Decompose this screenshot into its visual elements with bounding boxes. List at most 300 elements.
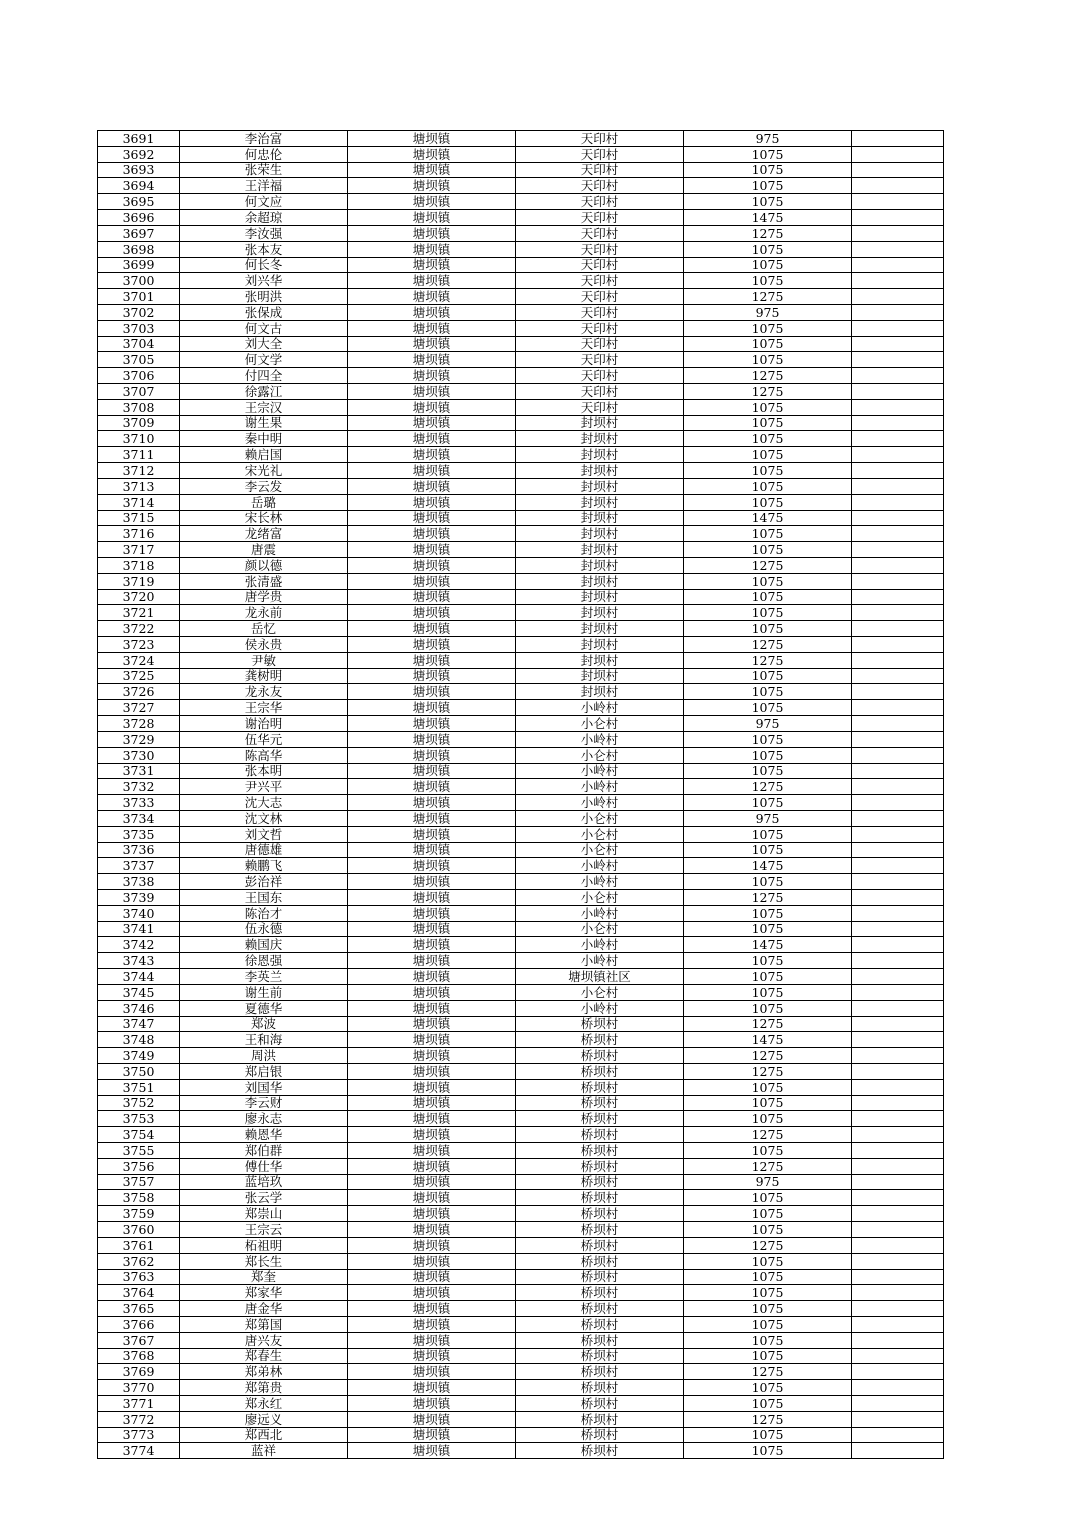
village-cell: 封坝村 bbox=[516, 668, 684, 684]
amount-cell: 1075 bbox=[684, 573, 852, 589]
table-row bbox=[98, 810, 944, 826]
town-cell: 塘坝镇 bbox=[348, 146, 516, 162]
village-cell: 桥坝村 bbox=[516, 1190, 684, 1206]
name-cell: 龙绪富 bbox=[180, 526, 348, 542]
village-cell: 封坝村 bbox=[516, 463, 684, 479]
amount-cell: 1275 bbox=[684, 289, 852, 305]
village-cell: 天印村 bbox=[516, 131, 684, 147]
remark-cell bbox=[852, 1253, 944, 1269]
remark-cell bbox=[852, 1396, 944, 1412]
name-cell: 何文古 bbox=[180, 320, 348, 336]
table-row bbox=[98, 1443, 944, 1459]
row-number-cell: 3768 bbox=[98, 1348, 180, 1364]
village-cell: 封坝村 bbox=[516, 589, 684, 605]
amount-cell: 975 bbox=[684, 716, 852, 732]
amount-cell: 1075 bbox=[684, 1253, 852, 1269]
table-row bbox=[98, 1048, 944, 1064]
name-cell: 何忠伦 bbox=[180, 146, 348, 162]
village-cell: 天印村 bbox=[516, 194, 684, 210]
name-cell: 陈高华 bbox=[180, 747, 348, 763]
remark-cell bbox=[852, 905, 944, 921]
village-cell: 桥坝村 bbox=[516, 1396, 684, 1412]
town-cell: 塘坝镇 bbox=[348, 573, 516, 589]
amount-cell: 1275 bbox=[684, 890, 852, 906]
amount-cell: 1075 bbox=[684, 1396, 852, 1412]
remark-cell bbox=[852, 510, 944, 526]
row-number-cell: 3743 bbox=[98, 953, 180, 969]
name-cell: 赖鹏飞 bbox=[180, 858, 348, 874]
village-cell: 天印村 bbox=[516, 304, 684, 320]
village-cell: 封坝村 bbox=[516, 415, 684, 431]
name-cell: 谢生前 bbox=[180, 984, 348, 1000]
town-cell: 塘坝镇 bbox=[348, 225, 516, 241]
name-cell: 王宗云 bbox=[180, 1222, 348, 1238]
row-number-cell: 3763 bbox=[98, 1269, 180, 1285]
village-cell: 小岭村 bbox=[516, 905, 684, 921]
amount-cell: 1075 bbox=[684, 1443, 852, 1459]
table-row bbox=[98, 1364, 944, 1380]
table-row bbox=[98, 399, 944, 415]
village-cell: 封坝村 bbox=[516, 431, 684, 447]
row-number-cell: 3750 bbox=[98, 1063, 180, 1079]
town-cell: 塘坝镇 bbox=[348, 716, 516, 732]
row-number-cell: 3693 bbox=[98, 162, 180, 178]
row-number-cell: 3753 bbox=[98, 1111, 180, 1127]
remark-cell bbox=[852, 399, 944, 415]
remark-cell bbox=[852, 241, 944, 257]
row-number-cell: 3722 bbox=[98, 621, 180, 637]
amount-cell: 1075 bbox=[684, 589, 852, 605]
row-number-cell: 3731 bbox=[98, 763, 180, 779]
row-number-cell: 3707 bbox=[98, 384, 180, 400]
table-row bbox=[98, 431, 944, 447]
remark-cell bbox=[852, 162, 944, 178]
name-cell: 张保成 bbox=[180, 304, 348, 320]
name-cell: 何文应 bbox=[180, 194, 348, 210]
remark-cell bbox=[852, 747, 944, 763]
remark-cell bbox=[852, 1222, 944, 1238]
remark-cell bbox=[852, 731, 944, 747]
name-cell: 唐德雄 bbox=[180, 842, 348, 858]
amount-cell: 1275 bbox=[684, 1016, 852, 1032]
row-number-cell: 3738 bbox=[98, 874, 180, 890]
amount-cell: 1075 bbox=[684, 1316, 852, 1332]
amount-cell: 1275 bbox=[684, 1158, 852, 1174]
table-row bbox=[98, 368, 944, 384]
table-row bbox=[98, 510, 944, 526]
name-cell: 张荣生 bbox=[180, 162, 348, 178]
town-cell: 塘坝镇 bbox=[348, 1190, 516, 1206]
village-cell: 小岭村 bbox=[516, 953, 684, 969]
village-cell: 桥坝村 bbox=[516, 1364, 684, 1380]
remark-cell bbox=[852, 320, 944, 336]
name-cell: 廖永志 bbox=[180, 1111, 348, 1127]
name-cell: 唐震 bbox=[180, 542, 348, 558]
town-cell: 塘坝镇 bbox=[348, 1016, 516, 1032]
amount-cell: 1275 bbox=[684, 779, 852, 795]
village-cell: 天印村 bbox=[516, 210, 684, 226]
row-number-cell: 3741 bbox=[98, 921, 180, 937]
table-row bbox=[98, 241, 944, 257]
village-cell: 小岭村 bbox=[516, 700, 684, 716]
name-cell: 蓝培玖 bbox=[180, 1174, 348, 1190]
amount-cell: 1075 bbox=[684, 431, 852, 447]
remark-cell bbox=[852, 795, 944, 811]
amount-cell: 1075 bbox=[684, 1301, 852, 1317]
table-row bbox=[98, 415, 944, 431]
amount-cell: 975 bbox=[684, 131, 852, 147]
remark-cell bbox=[852, 1332, 944, 1348]
town-cell: 塘坝镇 bbox=[348, 668, 516, 684]
name-cell: 宋光礼 bbox=[180, 463, 348, 479]
name-cell: 陈治才 bbox=[180, 905, 348, 921]
row-number-cell: 3764 bbox=[98, 1285, 180, 1301]
table-row bbox=[98, 257, 944, 273]
amount-cell: 1075 bbox=[684, 826, 852, 842]
amount-cell: 1075 bbox=[684, 1269, 852, 1285]
name-cell: 尹兴平 bbox=[180, 779, 348, 795]
remark-cell bbox=[852, 890, 944, 906]
row-number-cell: 3708 bbox=[98, 399, 180, 415]
remark-cell bbox=[852, 763, 944, 779]
town-cell: 塘坝镇 bbox=[348, 1380, 516, 1396]
town-cell: 塘坝镇 bbox=[348, 684, 516, 700]
remark-cell bbox=[852, 1301, 944, 1317]
table-row bbox=[98, 463, 944, 479]
table-row bbox=[98, 684, 944, 700]
town-cell: 塘坝镇 bbox=[348, 969, 516, 985]
name-cell: 廖远义 bbox=[180, 1411, 348, 1427]
table-row bbox=[98, 921, 944, 937]
town-cell: 塘坝镇 bbox=[348, 1396, 516, 1412]
remark-cell bbox=[852, 415, 944, 431]
table-row bbox=[98, 384, 944, 400]
row-number-cell: 3713 bbox=[98, 478, 180, 494]
remark-cell bbox=[852, 336, 944, 352]
row-number-cell: 3746 bbox=[98, 1000, 180, 1016]
table-row bbox=[98, 937, 944, 953]
name-cell: 周洪 bbox=[180, 1048, 348, 1064]
amount-cell: 1075 bbox=[684, 241, 852, 257]
village-cell: 天印村 bbox=[516, 289, 684, 305]
village-cell: 桥坝村 bbox=[516, 1348, 684, 1364]
town-cell: 塘坝镇 bbox=[348, 795, 516, 811]
remark-cell bbox=[852, 937, 944, 953]
remark-cell bbox=[852, 1032, 944, 1048]
table-row bbox=[98, 1143, 944, 1159]
row-number-cell: 3705 bbox=[98, 352, 180, 368]
remark-cell bbox=[852, 1206, 944, 1222]
remark-cell bbox=[852, 1316, 944, 1332]
name-cell: 余超琼 bbox=[180, 210, 348, 226]
name-cell: 张本友 bbox=[180, 241, 348, 257]
name-cell: 郑家华 bbox=[180, 1285, 348, 1301]
amount-cell: 1075 bbox=[684, 1111, 852, 1127]
table-row bbox=[98, 858, 944, 874]
row-number-cell: 3739 bbox=[98, 890, 180, 906]
amount-cell: 975 bbox=[684, 304, 852, 320]
name-cell: 张云学 bbox=[180, 1190, 348, 1206]
village-cell: 桥坝村 bbox=[516, 1032, 684, 1048]
row-number-cell: 3711 bbox=[98, 447, 180, 463]
town-cell: 塘坝镇 bbox=[348, 1095, 516, 1111]
data-table bbox=[97, 130, 944, 1459]
remark-cell bbox=[852, 684, 944, 700]
town-cell: 塘坝镇 bbox=[348, 368, 516, 384]
row-number-cell: 3758 bbox=[98, 1190, 180, 1206]
table-row bbox=[98, 162, 944, 178]
row-number-cell: 3699 bbox=[98, 257, 180, 273]
town-cell: 塘坝镇 bbox=[348, 1079, 516, 1095]
table-row bbox=[98, 1095, 944, 1111]
name-cell: 唐金华 bbox=[180, 1301, 348, 1317]
remark-cell bbox=[852, 384, 944, 400]
name-cell: 郑崇山 bbox=[180, 1206, 348, 1222]
row-number-cell: 3747 bbox=[98, 1016, 180, 1032]
remark-cell bbox=[852, 273, 944, 289]
remark-cell bbox=[852, 1095, 944, 1111]
row-number-cell: 3734 bbox=[98, 810, 180, 826]
name-cell: 颜以德 bbox=[180, 557, 348, 573]
village-cell: 桥坝村 bbox=[516, 1079, 684, 1095]
name-cell: 郑春生 bbox=[180, 1348, 348, 1364]
row-number-cell: 3715 bbox=[98, 510, 180, 526]
town-cell: 塘坝镇 bbox=[348, 810, 516, 826]
row-number-cell: 3735 bbox=[98, 826, 180, 842]
village-cell: 桥坝村 bbox=[516, 1285, 684, 1301]
town-cell: 塘坝镇 bbox=[348, 1048, 516, 1064]
village-cell: 天印村 bbox=[516, 225, 684, 241]
amount-cell: 1075 bbox=[684, 905, 852, 921]
amount-cell: 975 bbox=[684, 810, 852, 826]
table-row bbox=[98, 779, 944, 795]
row-number-cell: 3729 bbox=[98, 731, 180, 747]
town-cell: 塘坝镇 bbox=[348, 273, 516, 289]
remark-cell bbox=[852, 542, 944, 558]
village-cell: 桥坝村 bbox=[516, 1316, 684, 1332]
name-cell: 彭治祥 bbox=[180, 874, 348, 890]
name-cell: 赖国庆 bbox=[180, 937, 348, 953]
table-row bbox=[98, 716, 944, 732]
town-cell: 塘坝镇 bbox=[348, 542, 516, 558]
table-row bbox=[98, 1158, 944, 1174]
town-cell: 塘坝镇 bbox=[348, 289, 516, 305]
town-cell: 塘坝镇 bbox=[348, 1427, 516, 1443]
town-cell: 塘坝镇 bbox=[348, 131, 516, 147]
amount-cell: 1075 bbox=[684, 1285, 852, 1301]
table-row bbox=[98, 542, 944, 558]
amount-cell: 1075 bbox=[684, 795, 852, 811]
table-row bbox=[98, 1206, 944, 1222]
table-row bbox=[98, 320, 944, 336]
village-cell: 桥坝村 bbox=[516, 1063, 684, 1079]
table-row bbox=[98, 273, 944, 289]
village-cell: 封坝村 bbox=[516, 684, 684, 700]
remark-cell bbox=[852, 1364, 944, 1380]
village-cell: 天印村 bbox=[516, 384, 684, 400]
name-cell: 李治富 bbox=[180, 131, 348, 147]
town-cell: 塘坝镇 bbox=[348, 1000, 516, 1016]
village-cell: 封坝村 bbox=[516, 637, 684, 653]
name-cell: 付四全 bbox=[180, 368, 348, 384]
amount-cell: 1075 bbox=[684, 1190, 852, 1206]
town-cell: 塘坝镇 bbox=[348, 526, 516, 542]
amount-cell: 1075 bbox=[684, 1348, 852, 1364]
remark-cell bbox=[852, 146, 944, 162]
amount-cell: 1075 bbox=[684, 494, 852, 510]
town-cell: 塘坝镇 bbox=[348, 320, 516, 336]
town-cell: 塘坝镇 bbox=[348, 874, 516, 890]
row-number-cell: 3703 bbox=[98, 320, 180, 336]
village-cell: 封坝村 bbox=[516, 510, 684, 526]
table-row bbox=[98, 795, 944, 811]
name-cell: 岳璐 bbox=[180, 494, 348, 510]
amount-cell: 1075 bbox=[684, 478, 852, 494]
name-cell: 傅仕华 bbox=[180, 1158, 348, 1174]
amount-cell: 1075 bbox=[684, 1332, 852, 1348]
row-number-cell: 3692 bbox=[98, 146, 180, 162]
amount-cell: 1075 bbox=[684, 668, 852, 684]
village-cell: 封坝村 bbox=[516, 621, 684, 637]
town-cell: 塘坝镇 bbox=[348, 1143, 516, 1159]
village-cell: 封坝村 bbox=[516, 605, 684, 621]
town-cell: 塘坝镇 bbox=[348, 1111, 516, 1127]
town-cell: 塘坝镇 bbox=[348, 637, 516, 653]
table-row bbox=[98, 1174, 944, 1190]
remark-cell bbox=[852, 368, 944, 384]
name-cell: 唐兴友 bbox=[180, 1332, 348, 1348]
town-cell: 塘坝镇 bbox=[348, 178, 516, 194]
row-number-cell: 3716 bbox=[98, 526, 180, 542]
amount-cell: 1075 bbox=[684, 1143, 852, 1159]
table-row bbox=[98, 131, 944, 147]
village-cell: 天印村 bbox=[516, 352, 684, 368]
name-cell: 谢生果 bbox=[180, 415, 348, 431]
town-cell: 塘坝镇 bbox=[348, 937, 516, 953]
table-row bbox=[98, 1111, 944, 1127]
town-cell: 塘坝镇 bbox=[348, 510, 516, 526]
name-cell: 王国东 bbox=[180, 890, 348, 906]
amount-cell: 1275 bbox=[684, 652, 852, 668]
village-cell: 小岭村 bbox=[516, 858, 684, 874]
name-cell: 龙永前 bbox=[180, 605, 348, 621]
village-cell: 小岭村 bbox=[516, 795, 684, 811]
remark-cell bbox=[852, 858, 944, 874]
village-cell: 桥坝村 bbox=[516, 1301, 684, 1317]
amount-cell: 1075 bbox=[684, 336, 852, 352]
row-number-cell: 3772 bbox=[98, 1411, 180, 1427]
town-cell: 塘坝镇 bbox=[348, 1237, 516, 1253]
town-cell: 塘坝镇 bbox=[348, 589, 516, 605]
village-cell: 封坝村 bbox=[516, 447, 684, 463]
row-number-cell: 3691 bbox=[98, 131, 180, 147]
amount-cell: 1075 bbox=[684, 874, 852, 890]
row-number-cell: 3721 bbox=[98, 605, 180, 621]
name-cell: 谢治明 bbox=[180, 716, 348, 732]
row-number-cell: 3749 bbox=[98, 1048, 180, 1064]
remark-cell bbox=[852, 1237, 944, 1253]
town-cell: 塘坝镇 bbox=[348, 415, 516, 431]
remark-cell bbox=[852, 131, 944, 147]
table-row bbox=[98, 905, 944, 921]
row-number-cell: 3701 bbox=[98, 289, 180, 305]
village-cell: 桥坝村 bbox=[516, 1127, 684, 1143]
town-cell: 塘坝镇 bbox=[348, 494, 516, 510]
village-cell: 桥坝村 bbox=[516, 1206, 684, 1222]
table-row bbox=[98, 1301, 944, 1317]
amount-cell: 1075 bbox=[684, 1206, 852, 1222]
remark-cell bbox=[852, 478, 944, 494]
village-cell: 天印村 bbox=[516, 241, 684, 257]
amount-cell: 1475 bbox=[684, 510, 852, 526]
remark-cell bbox=[852, 257, 944, 273]
name-cell: 刘大全 bbox=[180, 336, 348, 352]
row-number-cell: 3756 bbox=[98, 1158, 180, 1174]
town-cell: 塘坝镇 bbox=[348, 605, 516, 621]
village-cell: 桥坝村 bbox=[516, 1411, 684, 1427]
table-row bbox=[98, 178, 944, 194]
remark-cell bbox=[852, 494, 944, 510]
row-number-cell: 3767 bbox=[98, 1332, 180, 1348]
row-number-cell: 3769 bbox=[98, 1364, 180, 1380]
name-cell: 郑长生 bbox=[180, 1253, 348, 1269]
row-number-cell: 3737 bbox=[98, 858, 180, 874]
village-cell: 小仑村 bbox=[516, 716, 684, 732]
village-cell: 桥坝村 bbox=[516, 1158, 684, 1174]
remark-cell bbox=[852, 225, 944, 241]
remark-cell bbox=[852, 210, 944, 226]
village-cell: 小仑村 bbox=[516, 921, 684, 937]
remark-cell bbox=[852, 352, 944, 368]
amount-cell: 1275 bbox=[684, 1364, 852, 1380]
name-cell: 李英兰 bbox=[180, 969, 348, 985]
amount-cell: 1275 bbox=[684, 225, 852, 241]
name-cell: 王洋福 bbox=[180, 178, 348, 194]
row-number-cell: 3694 bbox=[98, 178, 180, 194]
table-row bbox=[98, 494, 944, 510]
remark-cell bbox=[852, 557, 944, 573]
row-number-cell: 3726 bbox=[98, 684, 180, 700]
remark-cell bbox=[852, 1190, 944, 1206]
name-cell: 岳忆 bbox=[180, 621, 348, 637]
town-cell: 塘坝镇 bbox=[348, 463, 516, 479]
amount-cell: 1075 bbox=[684, 984, 852, 1000]
amount-cell: 975 bbox=[684, 1174, 852, 1190]
town-cell: 塘坝镇 bbox=[348, 447, 516, 463]
table-row bbox=[98, 589, 944, 605]
amount-cell: 1075 bbox=[684, 747, 852, 763]
village-cell: 天印村 bbox=[516, 320, 684, 336]
table-row bbox=[98, 637, 944, 653]
remark-cell bbox=[852, 1016, 944, 1032]
row-number-cell: 3730 bbox=[98, 747, 180, 763]
remark-cell bbox=[852, 1285, 944, 1301]
table-row bbox=[98, 1316, 944, 1332]
row-number-cell: 3733 bbox=[98, 795, 180, 811]
table-row bbox=[98, 336, 944, 352]
amount-cell: 1275 bbox=[684, 1063, 852, 1079]
remark-cell bbox=[852, 810, 944, 826]
village-cell: 小岭村 bbox=[516, 1000, 684, 1016]
name-cell: 龚树明 bbox=[180, 668, 348, 684]
table-row bbox=[98, 225, 944, 241]
town-cell: 塘坝镇 bbox=[348, 1443, 516, 1459]
name-cell: 李云财 bbox=[180, 1095, 348, 1111]
village-cell: 桥坝村 bbox=[516, 1253, 684, 1269]
table-row bbox=[98, 304, 944, 320]
village-cell: 桥坝村 bbox=[516, 1111, 684, 1127]
table-row bbox=[98, 605, 944, 621]
